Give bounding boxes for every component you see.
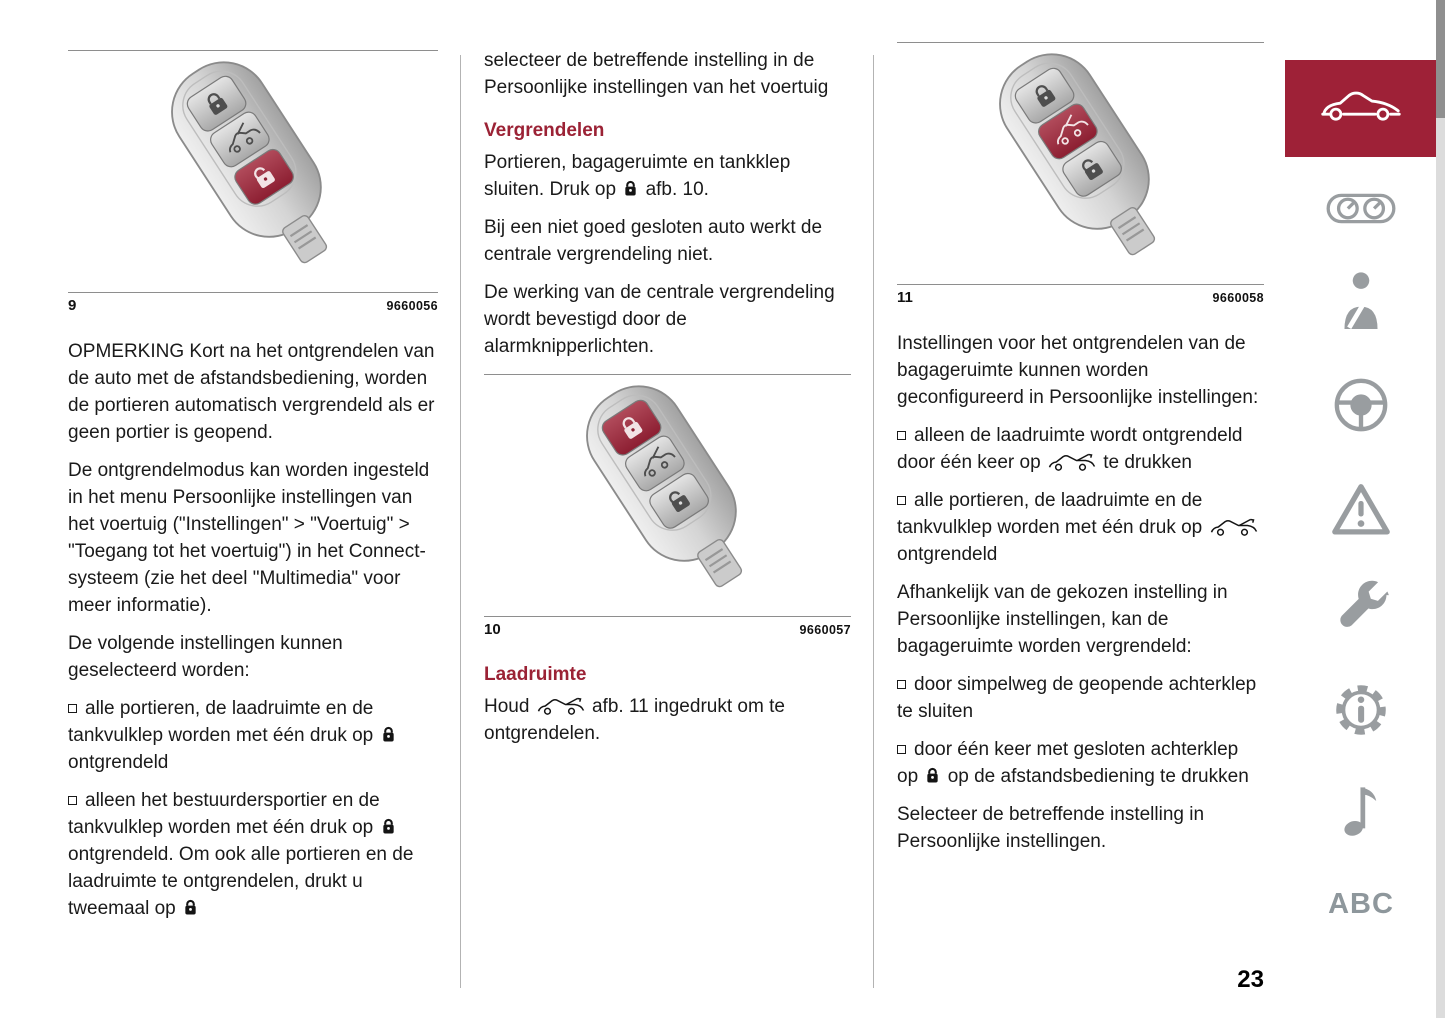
trunk-open-icon [1210, 517, 1258, 537]
paragraph: De ontgrendelmodus kan worden ingesteld in het menu Persoonlijke instellingen van het voertuig ("Instellingen" > "Voertuig" > "Toegang tot het voertuig") in het Connect-systeem (zie het deel "Multimedia" voor meer informatie). [68, 460, 430, 616]
column-2 [484, 47, 851, 758]
car-icon [1319, 89, 1403, 129]
abc-index-label: ABC [1328, 888, 1394, 920]
sidebar-tab-car [1285, 60, 1437, 157]
figure-caption [897, 285, 1264, 306]
paragraph: Bij een niet goed gesloten auto werkt de centrale vergrendeling niet. [484, 217, 823, 265]
figure-number: 10 [484, 621, 501, 638]
music-note-icon [1340, 782, 1382, 844]
paragraph: Portieren, bagageruimte en tankklep sluiten. Druk op afb. 10. [484, 152, 791, 200]
sidebar-tab-index [1285, 888, 1437, 921]
bullet-item: alleen het bestuurdersportier en de tankvulklep worden met één druk op ontgrendeld. Om ook alle portieren en de laadruimte te ontgrendelen, drukt u tweemaal op [68, 790, 414, 919]
column-1 [68, 50, 438, 933]
paragraph: Instellingen voor het ontgrendelen van de bagageruimte kunnen worden geconfigureerd in Persoonlijke instellingen: [897, 333, 1259, 408]
bullet-item: door simpelweg de geopende achterklep te sluiten [897, 674, 1257, 722]
figure-number: 9 [68, 297, 77, 314]
lock-icon [183, 898, 198, 917]
bullet-item: alleen de laadruimte wordt ontgrendeld door één keer op te drukken [897, 425, 1243, 473]
wrench-icon [1333, 578, 1389, 639]
note-paragraph: OPMERKING Kort na het ontgrendelen van de auto met de afstandsbediening, worden de portieren automatisch vergrendeld als er geen portier is geopend. [68, 341, 435, 443]
figure-code: 9660058 [1212, 291, 1264, 305]
figure-10 [484, 374, 851, 638]
instruments-icon [1326, 192, 1396, 230]
safety-icon [1335, 270, 1387, 334]
paragraph: De werking van de centrale vergrendeling wordt bevestigd door de alarmknipperlichten. [484, 282, 835, 357]
figure-9 [68, 50, 438, 314]
column-divider [873, 55, 874, 988]
key-fob-image-10 [484, 374, 851, 617]
bullet-marker [68, 704, 77, 713]
technical-info-icon [1332, 681, 1390, 744]
lock-icon [623, 179, 638, 198]
bullet-marker [897, 431, 906, 440]
key-fob-graphic [500, 376, 836, 610]
paragraph: Selecteer de betreffende instelling in Persoonlijke instellingen. [897, 804, 1205, 852]
sidebar-tab-steering [1285, 376, 1437, 439]
key-fob-graphic [85, 52, 421, 286]
sidebar-tab-instruments [1285, 192, 1437, 230]
bullet-marker [897, 745, 906, 754]
paragraph: De volgende instellingen kunnen geselecteerd worden: [68, 633, 343, 681]
steering-wheel-icon [1332, 376, 1390, 439]
figure-11 [897, 42, 1264, 306]
trunk-open-icon [1048, 452, 1096, 472]
page-number: 23 [1237, 966, 1264, 993]
key-fob-graphic [913, 44, 1249, 278]
key-fob-image-9 [68, 50, 438, 293]
figure-caption [484, 617, 851, 638]
paragraph: Afhankelijk van de gekozen instelling in Persoonlijke instellingen, kan de bagageruimte worden vergrendeld: [897, 582, 1228, 657]
bullet-item: alle portieren, de laadruimte en de tankvulklep worden met één druk op ontgrendeld [68, 695, 438, 776]
section-heading-vergrendelen: Vergrendelen [484, 120, 605, 141]
column-divider [460, 55, 461, 988]
sidebar-tab-multimedia [1285, 782, 1437, 844]
warning-triangle-icon [1330, 482, 1392, 544]
lock-icon [381, 817, 396, 836]
lock-icon [925, 766, 940, 785]
key-fob-image-11 [897, 42, 1264, 285]
bullet-item: alle portieren, de laadruimte en de tankvulklep worden met één druk op ontgrendeld [897, 487, 1264, 568]
figure-caption [68, 293, 438, 314]
paragraph: Houd afb. 11 ingedrukt om te ontgrendelen. [484, 696, 785, 744]
bullet-item: door één keer met gesloten achterklep op op de afstandsbediening te drukken [897, 739, 1249, 787]
paragraph: selecteer de betreffende instelling in de Persoonlijke instellingen van het voertuig [484, 50, 829, 98]
bullet-marker [897, 496, 906, 505]
section-heading-laadruimte: Laadruimte [484, 664, 587, 685]
bullet-marker [68, 796, 77, 805]
trunk-open-icon [537, 696, 585, 716]
sidebar-tab-technical-info [1285, 681, 1437, 744]
lock-icon [381, 725, 396, 744]
sidebar-tab-safety [1285, 270, 1437, 334]
figure-number: 11 [897, 289, 913, 306]
bullet-marker [897, 680, 906, 689]
figure-code: 9660056 [386, 299, 438, 313]
sidebar-tab-warning [1285, 482, 1437, 544]
scrollbar-thumb[interactable] [1436, 0, 1445, 118]
figure-code: 9660057 [799, 623, 851, 637]
column-3 [897, 42, 1264, 866]
sidebar-tab-maintenance [1285, 578, 1437, 639]
scrollbar-track[interactable] [1436, 0, 1445, 1018]
